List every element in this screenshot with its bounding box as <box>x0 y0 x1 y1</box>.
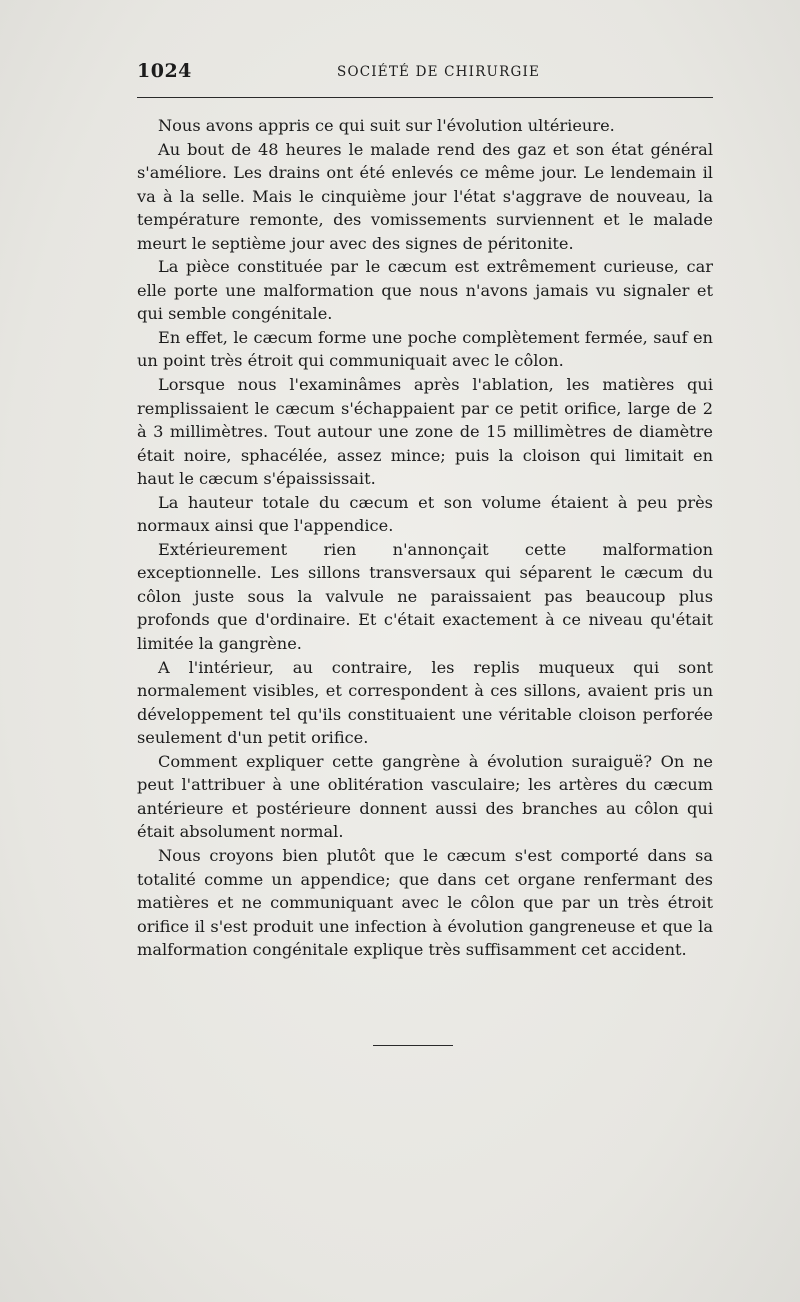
paragraph: A l'intérieur, au contraire, les replis muqueux qui sont normalement visibles, et correspondent à ces sillons, avaient pris un développement tel qu'ils constituaient une véritable cloison perforée seulement d'un petit orifice. <box>137 657 713 748</box>
end-rule <box>373 1045 453 1046</box>
paragraph: Au bout de 48 heures le malade rend des gaz et son état général s'améliore. Les drains ont été enlevés ce même jour. Le lendemain il va à la selle. Mais le cinquième jour l'état s'aggrave de nouveau, la température remonte, des vomissements surviennent et le malade meurt le septième jour avec des signes de péritonite. <box>137 139 713 253</box>
paragraph: Nous avons appris ce qui suit sur l'évolution ultérieure. <box>158 116 615 135</box>
page-number: 1024 <box>137 60 192 82</box>
paragraph: La pièce constituée par le cæcum est extrêmement curieuse, car elle porte une malformation que nous n'avons jamais vu signaler et qui semble congénitale. <box>137 257 713 324</box>
paragraph: Lorsque nous l'examinâmes après l'ablation, les matières qui remplissaient le cæcum s'échappaient par ce petit orifice, large de 2 à 3 millimètres. Tout autour une zone de 15 millimètres de diamètre était noire, sphacélée, assez mince; puis la cloison qui limitait en haut le cæcum s'épaississait. <box>137 375 713 489</box>
paragraph: La hauteur totale du cæcum et son volume étaient à peu près normaux ainsi que l'appendice. <box>137 492 713 536</box>
paragraph: Extérieurement rien n'annonçait cette malformation exceptionnelle. Les sillons transversaux qui séparent le cæcum du côlon juste sous la valvule ne paraissaient pas beaucoup plus profonds que d'ordinaire. Et c'était exactement à ce niveau qu'était limitée la gangrène. <box>137 539 713 654</box>
paragraph: En effet, le cæcum forme une poche complètement fermée, sauf en un point très étroit qui communiquait avec le côlon. <box>137 327 713 371</box>
running-head: SOCIÉTÉ DE CHIRURGIE <box>337 64 541 80</box>
paragraph: Nous croyons bien plutôt que le cæcum s'est comporté dans sa totalité comme un appendice; que dans cet organe renfermant des matières et ne communiquant avec le côlon que par un très étroit orifice il s'est produit une infection à évolution gangreneuse et que la malformation congénitale explique très suffisamment cet accident. <box>137 845 713 960</box>
header-rule <box>137 97 713 98</box>
body-text <box>137 114 713 962</box>
page-header <box>137 58 713 88</box>
paragraph: Comment expliquer cette gangrène à évolution suraiguë? On ne peut l'attribuer à une oblitération vasculaire; les artères du cæcum antérieure et postérieure donnent aussi des branches au côlon qui était absolument normal. <box>137 751 713 842</box>
